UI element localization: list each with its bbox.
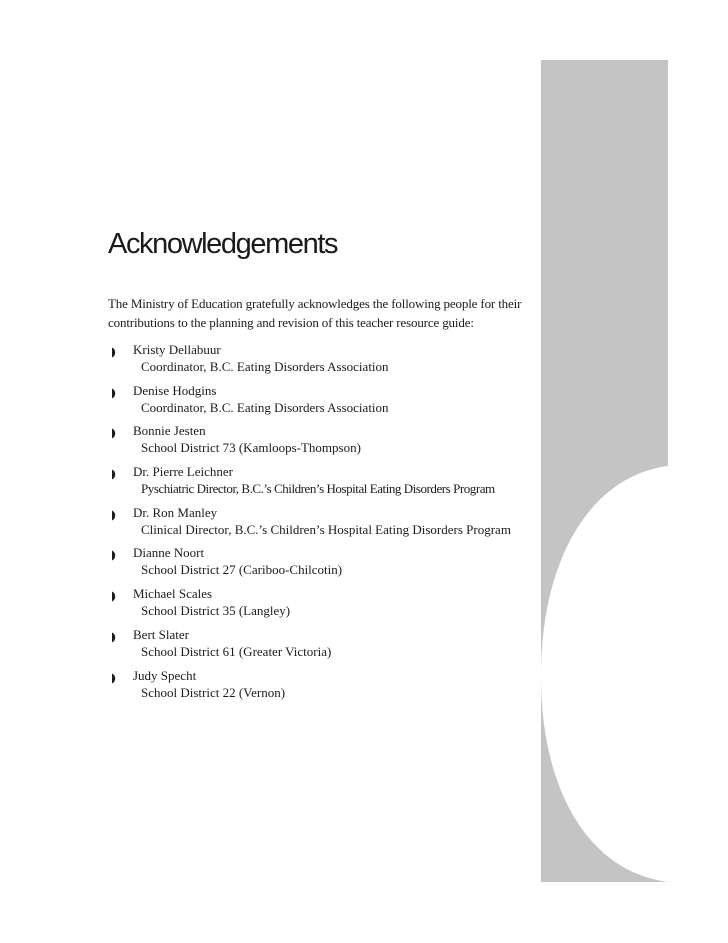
intro-paragraph bbox=[108, 294, 533, 332]
list-item bbox=[108, 505, 511, 546]
half-circle-bullet-icon bbox=[110, 347, 120, 358]
half-circle-bullet-icon bbox=[110, 469, 120, 480]
contributor-role: School District 61 (Greater Victoria) bbox=[141, 643, 332, 659]
list-item bbox=[108, 383, 511, 424]
intro-line: contributions to the planning and revision of this teacher resource guide: bbox=[108, 315, 474, 330]
contributor-name: Kristy Dellabuur bbox=[133, 342, 221, 357]
list-item bbox=[108, 464, 511, 505]
list-item bbox=[108, 545, 511, 586]
half-circle-bullet-icon bbox=[110, 388, 120, 399]
contributor-role: Coordinator, B.C. Eating Disorders Association bbox=[141, 359, 389, 374]
half-circle-bullet-icon bbox=[110, 428, 120, 439]
list-item bbox=[108, 423, 511, 464]
contributor-name: Denise Hodgins bbox=[133, 382, 217, 398]
list-item bbox=[108, 586, 511, 627]
contributor-role: School District 35 (Langley) bbox=[141, 603, 291, 619]
contributor-name: Dr. Pierre Leichner bbox=[133, 464, 233, 480]
half-circle-bullet-icon bbox=[110, 510, 120, 521]
contributor-role: School District 73 (Kamloops-Thompson) bbox=[141, 440, 361, 456]
contributor-role: Clinical Director, B.C.’s Children’s Hospital Eating Disorders Program bbox=[141, 521, 511, 537]
half-circle-bullet-icon bbox=[110, 550, 120, 561]
contributor-name: Dianne Noort bbox=[133, 545, 205, 561]
contributor-name: Judy Specht bbox=[133, 667, 197, 683]
list-item bbox=[108, 668, 511, 709]
intro-line: The Ministry of Education gratefully acknowledges the following people for their bbox=[108, 296, 522, 311]
half-circle-bullet-icon bbox=[110, 632, 120, 643]
contributor-name: Dr. Ron Manley bbox=[133, 504, 218, 520]
contributor-list bbox=[108, 342, 511, 708]
page-title: Acknowledgements bbox=[108, 228, 338, 260]
contributor-role: Coordinator, B.C. Eating Disorders Association bbox=[141, 399, 389, 415]
contributor-name: Bert Slater bbox=[133, 626, 189, 642]
side-panel-shape bbox=[541, 60, 668, 882]
contributor-role: Pyschiatric Director, B.C.’s Children’s Hospital Eating Disorders Program bbox=[141, 481, 495, 497]
contributor-name: Bonnie Jesten bbox=[133, 423, 206, 439]
half-circle-bullet-icon bbox=[110, 673, 120, 684]
contributor-role: School District 22 (Vernon) bbox=[141, 684, 286, 700]
contributor-name: Michael Scales bbox=[133, 586, 213, 602]
list-item bbox=[108, 342, 511, 383]
contributor-role: School District 27 (Cariboo-Chilcotin) bbox=[141, 562, 343, 578]
list-item bbox=[108, 627, 511, 668]
half-circle-bullet-icon bbox=[110, 591, 120, 602]
